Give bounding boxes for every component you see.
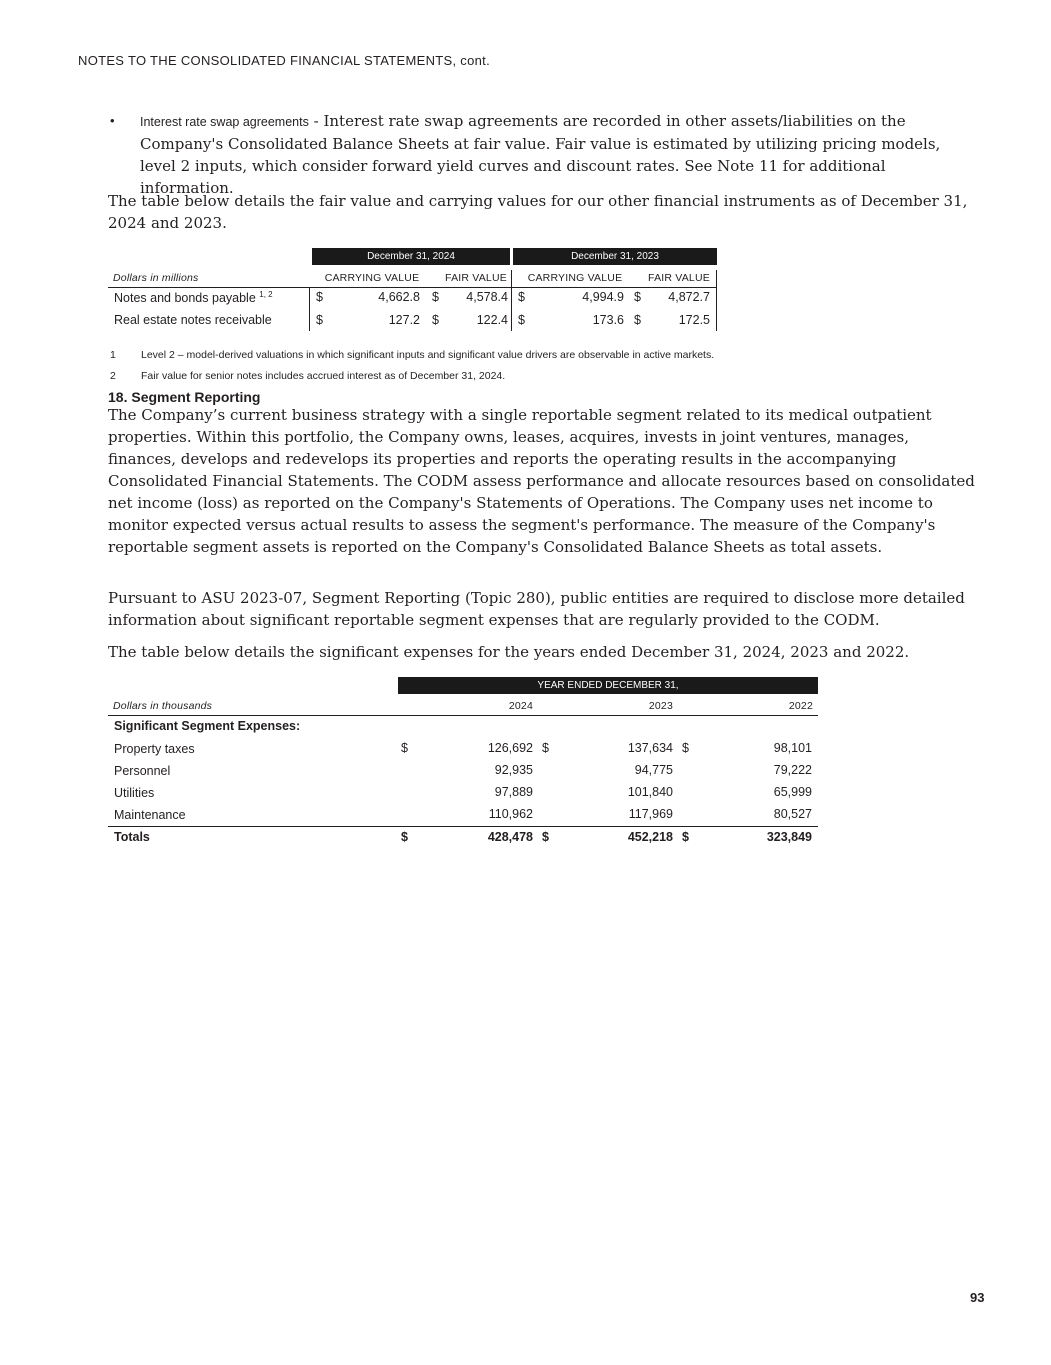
- row-label-utilities: Utilities: [114, 786, 155, 800]
- column-rule: [511, 270, 512, 331]
- currency-symbol: $: [542, 830, 549, 844]
- total-cell: 323,849: [766, 830, 812, 844]
- value-cell: 117,969: [628, 807, 673, 821]
- value-cell: 110,962: [488, 807, 533, 821]
- currency-symbol: $: [401, 830, 408, 844]
- value-cell: 172.5: [678, 313, 710, 327]
- intro-paragraph: The table below details the fair value and carrying values for our other financial instruments as of December 31, 2024 and 2023.: [108, 192, 968, 232]
- page-header: NOTES TO THE CONSOLIDATED FINANCIAL STATEMENTS, cont.: [78, 53, 490, 68]
- bullet-dash: -: [308, 112, 324, 130]
- col-2023: 2023: [648, 700, 673, 712]
- currency-symbol: $: [432, 313, 439, 327]
- bullet-symbol: •: [110, 113, 115, 128]
- col-carrying-2024: CARRYING VALUE: [324, 272, 420, 284]
- currency-symbol: $: [401, 741, 408, 755]
- total-rule: [108, 826, 818, 827]
- header-rule: [108, 287, 717, 288]
- section-heading: 18. Segment Reporting: [108, 389, 261, 405]
- units-label: Dollars in thousands: [113, 700, 213, 712]
- value-cell: 122.4: [476, 313, 508, 327]
- year-group-header: YEAR ENDED DECEMBER 31,: [398, 677, 818, 694]
- total-cell: 452,218: [627, 830, 673, 844]
- currency-symbol: $: [518, 290, 525, 304]
- bullet-lead: Interest rate swap agreements: [140, 115, 309, 129]
- footnote-ref: 1, 2: [259, 290, 273, 299]
- value-cell: 137,634: [627, 741, 673, 755]
- row-label-notes: Notes and bonds payable $^{1, 2}$: [114, 290, 273, 306]
- footnote-text: Level 2 – model-derived valuations in which significant inputs and significant value drivers are observable in active markets.: [141, 349, 715, 361]
- units-label: Dollars in millions: [113, 272, 199, 284]
- row-label-maintenance: Maintenance: [114, 808, 186, 822]
- col-fair-2024: FAIR VALUE: [445, 272, 507, 284]
- value-cell: 101,840: [627, 785, 673, 799]
- asu-paragraph: Pursuant to ASU 2023-07, Segment Reporting (Topic 280), public entities are required to disclose more detailed information about significant reportable segment expenses that are regularly provided to the CODM.: [108, 589, 965, 629]
- value-cell: 79,222: [773, 763, 812, 777]
- page-number: 93: [970, 1290, 985, 1305]
- section-label: Significant Segment Expenses:: [114, 719, 301, 733]
- value-cell: 97,889: [494, 785, 533, 799]
- currency-symbol: $: [634, 313, 641, 327]
- value-cell: 127.2: [388, 313, 420, 327]
- currency-symbol: $: [542, 741, 549, 755]
- col-fair-2023: FAIR VALUE: [648, 272, 710, 284]
- col-2024: 2024: [508, 700, 533, 712]
- value-cell: 4,994.9: [582, 290, 624, 304]
- value-cell: 173.6: [592, 313, 624, 327]
- col-carrying-2023: CARRYING VALUE: [527, 272, 623, 284]
- expenses-intro-paragraph: The table below details the significant expenses for the years ended December 31, 2024, 2023 and 2022.: [108, 643, 910, 661]
- value-cell: 80,527: [773, 807, 812, 821]
- total-cell: 428,478: [487, 830, 533, 844]
- row-label-real-estate: Real estate notes receivable: [114, 313, 272, 327]
- value-cell: 92,935: [494, 763, 533, 777]
- value-cell: 4,662.8: [378, 290, 420, 304]
- row-label-totals: Totals: [114, 830, 150, 844]
- value-cell: 98,101: [773, 741, 812, 755]
- currency-symbol: $: [316, 313, 323, 327]
- header-rule: [108, 715, 818, 716]
- value-cell: 65,999: [773, 785, 812, 799]
- currency-symbol: $: [432, 290, 439, 304]
- currency-symbol: $: [682, 830, 689, 844]
- col-2022: 2022: [788, 700, 813, 712]
- currency-symbol: $: [316, 290, 323, 304]
- group-header-2024: December 31, 2024: [312, 248, 510, 265]
- currency-symbol: $: [682, 741, 689, 755]
- footnote-number: 2: [110, 370, 116, 382]
- value-cell: 126,692: [487, 741, 533, 755]
- bullet-item: [140, 110, 970, 199]
- footnote-text: Fair value for senior notes includes accrued interest as of December 31, 2024.: [141, 370, 506, 382]
- row-label-property-taxes: Property taxes: [114, 742, 195, 756]
- value-cell: 4,578.4: [466, 290, 508, 304]
- segment-paragraph: The Company’s current business strategy with a single reportable segment related to its medical outpatient properties. Within this portfolio, the Company owns, leases, acquires, invests in joint ventures, manages, finances, develops and redevelops its properties and reports the operating results in the accompanying Consolidated Financial Statements. The CODM assess performance and allocate resources based on consolidated net income (loss) as reported on the Company's Statements of Operations. The Company uses net income to monitor expected versus actual results to assess the segment's performance. The measure of the Company's reportable segment assets is reported on the Company's Consolidated Balance Sheets as total assets.: [108, 406, 975, 556]
- value-cell: 94,775: [634, 763, 673, 777]
- bullet-text: Interest rate swap agreements are recorded in other assets/liabilities on the Company's Consolidated Balance Sheets at fair value. Fair value is estimated by utilizing pricing models, level 2 inputs, which consider forward yield curves and discount rates. See Note 11 for additional information.: [140, 112, 941, 197]
- currency-symbol: $: [634, 290, 641, 304]
- row-label-personnel: Personnel: [114, 764, 171, 778]
- currency-symbol: $: [518, 313, 525, 327]
- value-cell: 4,872.7: [668, 290, 710, 304]
- column-rule: [309, 287, 310, 331]
- column-rule: [716, 270, 717, 331]
- group-header-2023: December 31, 2023: [513, 248, 717, 265]
- footnote-number: 1: [110, 349, 116, 361]
